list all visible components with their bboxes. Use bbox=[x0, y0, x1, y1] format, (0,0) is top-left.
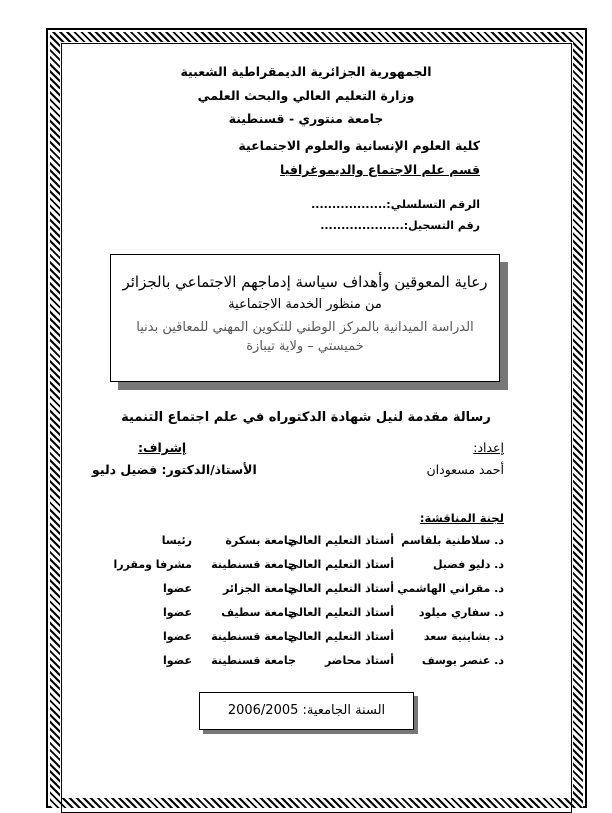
thesis-statement: رسالة مقدمة لنيل شهادة الدكتوراه في علم اجتماع التنمية bbox=[121, 410, 491, 425]
supervision-label: إشراف: bbox=[138, 440, 187, 455]
faculty-name: كلية العلوم الإنسانية والعلوم الاجتماعية bbox=[238, 138, 480, 153]
committee-name: د. سفاري ميلود bbox=[418, 606, 504, 619]
committee-row bbox=[0, 606, 612, 622]
committee-row bbox=[0, 654, 612, 670]
thesis-title-box bbox=[110, 254, 500, 382]
thesis-title-location: خميستي – ولاية تيبازة bbox=[246, 339, 364, 354]
committee-heading: لجنة المناقشة: bbox=[419, 511, 504, 525]
registration-number-field: رقم التسجيل:.................... bbox=[320, 219, 480, 232]
department-name: قسم علم الاجتماع والديموغرافيا bbox=[280, 162, 480, 177]
committee-role: عضوا bbox=[162, 582, 192, 595]
republic-name: الجمهورية الجزائرية الديمقراطية الشعبية bbox=[180, 64, 432, 79]
committee-role: عضوا bbox=[162, 630, 192, 643]
committee-name: د. سلاطنية بلقاسم bbox=[401, 534, 504, 547]
committee-name: د. دليو فضيل bbox=[433, 558, 504, 571]
prepared-by-label: إعداد: bbox=[473, 440, 504, 455]
thesis-title-field-study: الدراسة الميدانية بالمركز الوطني للتكوين المهني للمعاقين بدنيا bbox=[136, 320, 474, 335]
thesis-title-main: رعاية المعوقين وأهداف سياسة إدماجهم الاجتماعي بالجزائر bbox=[122, 273, 488, 291]
committee-row bbox=[0, 630, 612, 646]
committee-university: جامعة قسنطينة bbox=[211, 654, 296, 667]
committee-rank: أستاذ التعليم العالي bbox=[287, 582, 394, 595]
committee-role: عضوا bbox=[162, 654, 192, 667]
committee-role: رئيسا bbox=[161, 534, 192, 547]
committee-university: جامعة قسنطينة bbox=[211, 558, 296, 571]
committee-row bbox=[0, 558, 612, 574]
serial-number-field: الرقم التسلسلي:.................. bbox=[311, 198, 480, 211]
committee-rank: أستاذ التعليم العالي bbox=[287, 606, 394, 619]
committee-name: د. مقراني الهاشمي bbox=[397, 582, 504, 595]
supervisor-name: الأستاذ/الدكتور: فضيل دليو bbox=[92, 462, 257, 477]
university-name: جامعة منتوري - قسنطينة bbox=[228, 111, 384, 126]
committee-university: جامعة قسنطينة bbox=[211, 630, 296, 643]
academic-year: السنة الجامعية: 2006/2005 bbox=[227, 703, 386, 718]
student-name: أحمد مسعودان bbox=[426, 462, 504, 477]
committee-row bbox=[0, 534, 612, 550]
academic-year-box bbox=[199, 692, 414, 730]
committee-role: عضوا bbox=[162, 606, 192, 619]
committee-row bbox=[0, 582, 612, 598]
committee-role: مشرفا ومقررا bbox=[113, 558, 192, 571]
ministry-name: وزارة التعليم العالي والبحث العلمي bbox=[197, 88, 415, 103]
committee-rank: أستاذ التعليم العالي bbox=[287, 534, 394, 547]
committee-rank: أستاذ محاضر bbox=[324, 654, 394, 667]
committee-university: جامعة بسكرة bbox=[225, 534, 296, 547]
committee-name: د. بشاينية سعد bbox=[423, 630, 504, 643]
committee-name: د. عنصر يوسف bbox=[421, 654, 504, 667]
committee-rank: أستاذ التعليم العالي bbox=[287, 630, 394, 643]
thesis-title-perspective: من منظور الخدمة الاجتماعية bbox=[228, 297, 382, 312]
committee-university: جامعة سطيف bbox=[221, 606, 296, 619]
committee-university: جامعة الجزائر bbox=[223, 582, 296, 595]
committee-rank: أستاذ التعليم العالي bbox=[287, 558, 394, 571]
